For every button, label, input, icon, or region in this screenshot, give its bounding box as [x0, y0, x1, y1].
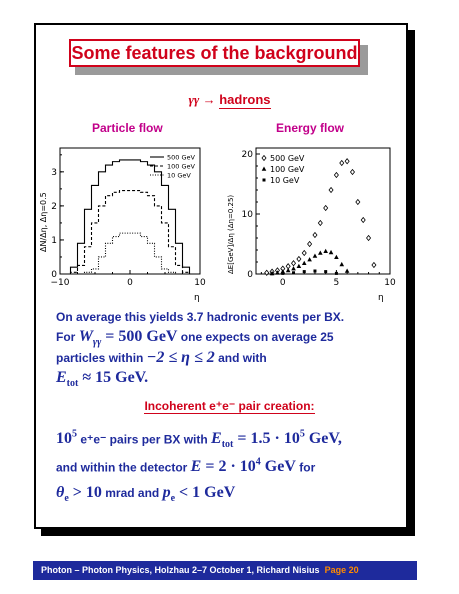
summary-line-1: On average this yields 3.7 hadronic events per BX. [56, 310, 345, 324]
energy-flow-point [303, 270, 306, 273]
w-symbol: W [78, 328, 93, 345]
energy-flow-point [313, 270, 316, 273]
energy-flow-point [292, 261, 296, 266]
energy-flow-point [372, 263, 376, 268]
edet-value: = 2 · 10 [201, 458, 256, 476]
edet-symbol: E [190, 458, 202, 476]
particle-flow-ylabel: ΔN/Δη, Δη=0.5 [39, 192, 48, 252]
w-value: = 500 GeV [101, 328, 178, 345]
energy-flow-point [356, 200, 360, 205]
etot-symbol: E [211, 430, 222, 448]
pairs-line-2 [56, 457, 315, 476]
etot-exp: 5 [299, 429, 305, 440]
summary-line-3 [56, 349, 267, 367]
pairs-count-exp: 5 [72, 429, 77, 440]
energy-flow-legend-label: 500 GeV [270, 154, 305, 163]
pairs-line2-prefix: and within the detector [56, 460, 191, 475]
line2-prefix: For [56, 330, 76, 344]
particle-flow-xtick-label: 10 [194, 278, 206, 288]
summary-line-4 [56, 369, 148, 389]
process-formula: γγ → [188, 92, 216, 107]
p-symbol: p [162, 484, 171, 501]
p-value: < 1 GeV [175, 484, 236, 501]
slide-title: Some features of the background [69, 39, 360, 67]
energy-flow-point [292, 271, 295, 274]
energy-flow-point [367, 236, 371, 241]
energy-flow-xtick-label: 0 [279, 278, 286, 288]
energy-flow-legend-marker [263, 179, 266, 182]
energy-flow-point [334, 255, 339, 259]
energy-flow-point [291, 266, 296, 270]
line2-suffix: one expects on average 25 [177, 330, 334, 344]
energy-flow-point [345, 269, 350, 273]
particle-flow-series-1 [71, 191, 190, 274]
energy-flow-legend-marker [262, 167, 267, 171]
theta-value: > 10 [68, 484, 102, 501]
edet-unit: GeV [260, 458, 296, 476]
particle-flow-legend-label: 10 GeV [167, 171, 191, 180]
particle-flow-title: Particle flow [92, 121, 163, 135]
edet-exp: 4 [255, 457, 261, 468]
line3-suffix: and with [214, 351, 267, 365]
etot-unit: GeV, [304, 430, 342, 448]
energy-flow-xtick-label: 10 [384, 278, 396, 288]
process-heading [0, 92, 459, 108]
energy-flow-point [340, 161, 344, 166]
energy-flow-xlabel: η [378, 293, 384, 302]
e-symbol: E [56, 369, 67, 386]
energy-flow-point [302, 261, 307, 265]
theta-subscript: e [64, 493, 69, 505]
energy-flow-point [329, 188, 333, 193]
particle-flow-xtick-label: −10 [50, 278, 70, 288]
footer-text: Photon – Photon Physics, Holzhau 2–7 October 1, Richard Nisius [41, 565, 320, 575]
energy-flow-ylabel: ΔE[GeV]/Δη (Δη=0.25) [227, 194, 235, 274]
energy-flow-point [271, 272, 274, 275]
energy-flow-legend-label: 100 GeV [270, 165, 305, 174]
particle-flow-legend-label: 500 GeV [167, 153, 195, 162]
particle-flow-xtick-label: 0 [127, 278, 133, 288]
pairs-line1-mid: e⁺e⁻ pairs per BX with [77, 432, 212, 447]
energy-flow-point [324, 206, 328, 211]
pair-creation-heading [0, 399, 459, 413]
etot-value: = 1.5 · 10 [233, 430, 300, 448]
energy-flow-legend-marker [262, 156, 266, 161]
particle-flow-chart [34, 142, 214, 302]
pairs-count-base: 10 [56, 430, 72, 448]
particle-flow-xlabel: η [194, 293, 200, 302]
pairs-line2-suffix: for [295, 460, 316, 475]
energy-flow-point [339, 262, 344, 266]
energy-flow-point [318, 251, 323, 255]
line3-prefix: particles within [56, 351, 147, 365]
particle-flow-ytick-label: 0 [51, 270, 57, 280]
energy-flow-point [308, 242, 312, 247]
energy-flow-point [323, 249, 328, 253]
energy-flow-point [307, 257, 312, 261]
energy-flow-point [281, 272, 284, 275]
energy-flow-point [324, 270, 327, 273]
energy-flow-point [350, 170, 354, 175]
energy-flow-point [297, 257, 301, 262]
w-subscript: γγ [92, 337, 102, 349]
particle-flow-ytick-label: 3 [51, 167, 57, 178]
particle-flow-series-2 [71, 233, 190, 274]
energy-flow-point [318, 221, 322, 226]
theta-symbol: θ [56, 484, 65, 501]
energy-flow-point [286, 268, 291, 272]
energy-flow-ytick-label: 20 [241, 150, 253, 160]
particle-flow-ytick-label: 1 [51, 235, 57, 246]
e-value: ≈ 15 GeV. [78, 369, 149, 386]
energy-flow-chart [216, 142, 401, 302]
pair-creation-heading-text: Incoherent e⁺e⁻ pair creation: [144, 399, 315, 413]
etot-subscript: tot [221, 439, 234, 451]
energy-flow-point [345, 159, 349, 164]
footer-bar [33, 561, 417, 580]
p-subscript: e [170, 493, 176, 505]
energy-flow-point [334, 173, 338, 178]
energy-flow-point [265, 270, 269, 275]
energy-flow-ytick-label: 10 [241, 210, 253, 220]
pairs-line-1 [56, 429, 342, 451]
e-subscript: tot [66, 378, 79, 390]
page-number: Page 20 [324, 565, 359, 575]
energy-flow-point [297, 264, 302, 268]
energy-flow-point [313, 254, 318, 258]
process-label: hadrons [219, 92, 271, 107]
particle-flow-ytick-label: 2 [51, 201, 57, 212]
energy-flow-point [313, 233, 317, 238]
energy-flow-point [329, 250, 334, 254]
energy-flow-point [361, 218, 365, 223]
energy-flow-point [335, 272, 338, 275]
energy-flow-legend-label: 10 GeV [270, 176, 300, 185]
energy-flow-xtick-label: 5 [333, 278, 340, 288]
pairs-line3-mid: mrad and [101, 486, 163, 500]
energy-flow-title: Energy flow [276, 121, 345, 135]
pairs-line-3 [56, 484, 235, 504]
energy-flow-point [302, 251, 306, 256]
summary-line-2 [56, 328, 334, 348]
particle-flow-legend-label: 100 GeV [167, 162, 195, 171]
eta-range: −2 ≤ η ≤ 2 [146, 349, 215, 366]
energy-flow-ytick-label: 0 [247, 270, 253, 280]
